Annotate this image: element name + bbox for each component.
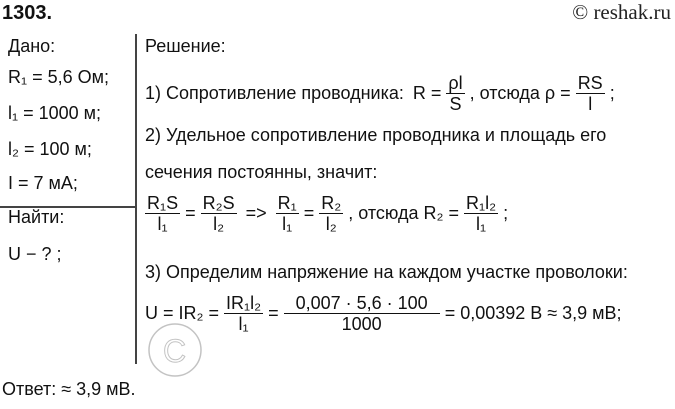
find-title: Найти:: [8, 207, 65, 227]
fraction: $\frac{\text{R₂}}{\text{l₂}}$: [321, 193, 342, 234]
step-text: 1) Сопротивление проводника:: [145, 83, 404, 103]
fraction: $\frac{\text{R₂S}}{\text{l₂}}$: [202, 193, 235, 234]
fraction: $\frac{\text{R₁S}}{\text{l₁}}$: [147, 193, 179, 234]
watermark-icon: [145, 270, 235, 390]
fraction: $\frac{\text{R₁l₂}}{\text{l₁}}$: [466, 193, 497, 234]
formula-part: ;: [503, 203, 509, 223]
formula-part: R =: [412, 83, 442, 103]
solution-title: Решение:: [145, 36, 226, 56]
given-item: R₁ = 5,6 Ом;: [8, 67, 109, 87]
given-title: Дано:: [8, 36, 56, 56]
formula-part: =: [303, 203, 315, 223]
fraction: $\frac{\text{R₁}}{\text{l₁}}$: [277, 193, 297, 234]
formula-part: , отсюда ρ =: [469, 83, 571, 103]
formula-part: , отсюда R₂ =: [348, 203, 459, 223]
find-item: U − ? ;: [8, 244, 62, 264]
formula-part: U = IR₂ =: [145, 303, 220, 323]
step-1: [145, 73, 615, 114]
given-item: I = 7 мА;: [8, 173, 78, 193]
copyright: © reshak.ru: [572, 0, 671, 24]
step-3-text: 3) Определим напряжение на каждом участке проволоки:: [145, 262, 628, 282]
problem-number: 1303.: [2, 2, 53, 24]
divider-vertical: [135, 34, 137, 364]
fraction: $\frac{RS}{l}$: [577, 73, 603, 114]
formula-part: =: [268, 303, 279, 323]
fraction: $\frac{\rho l}{S}$: [448, 73, 463, 114]
formula-part: =>: [245, 203, 267, 223]
step-2-line2: сечения постоянны, значит:: [145, 162, 378, 182]
given-item: l₂ = 100 м;: [8, 139, 92, 159]
given-item: l₁ = 1000 м;: [8, 103, 102, 123]
formula-part: = 0,00392 В ≈ 3,9 мВ;: [444, 303, 622, 323]
step-2-line1: 2) Удельное сопротивление проводника и площадь его: [145, 125, 607, 145]
formula-part: =: [185, 203, 196, 223]
answer: Ответ: ≈ 3,9 мВ.: [2, 379, 136, 399]
svg-text:C: C: [163, 333, 187, 369]
formula-part: ;: [609, 83, 615, 103]
fraction: $\frac{0,007 \cdot 5,6 \cdot 100}{1000}$: [284, 293, 440, 334]
step-2-formula: [143, 193, 508, 234]
fraction: $\frac{\text{IR₁l₂}}{\text{l₁}}$: [226, 293, 262, 334]
